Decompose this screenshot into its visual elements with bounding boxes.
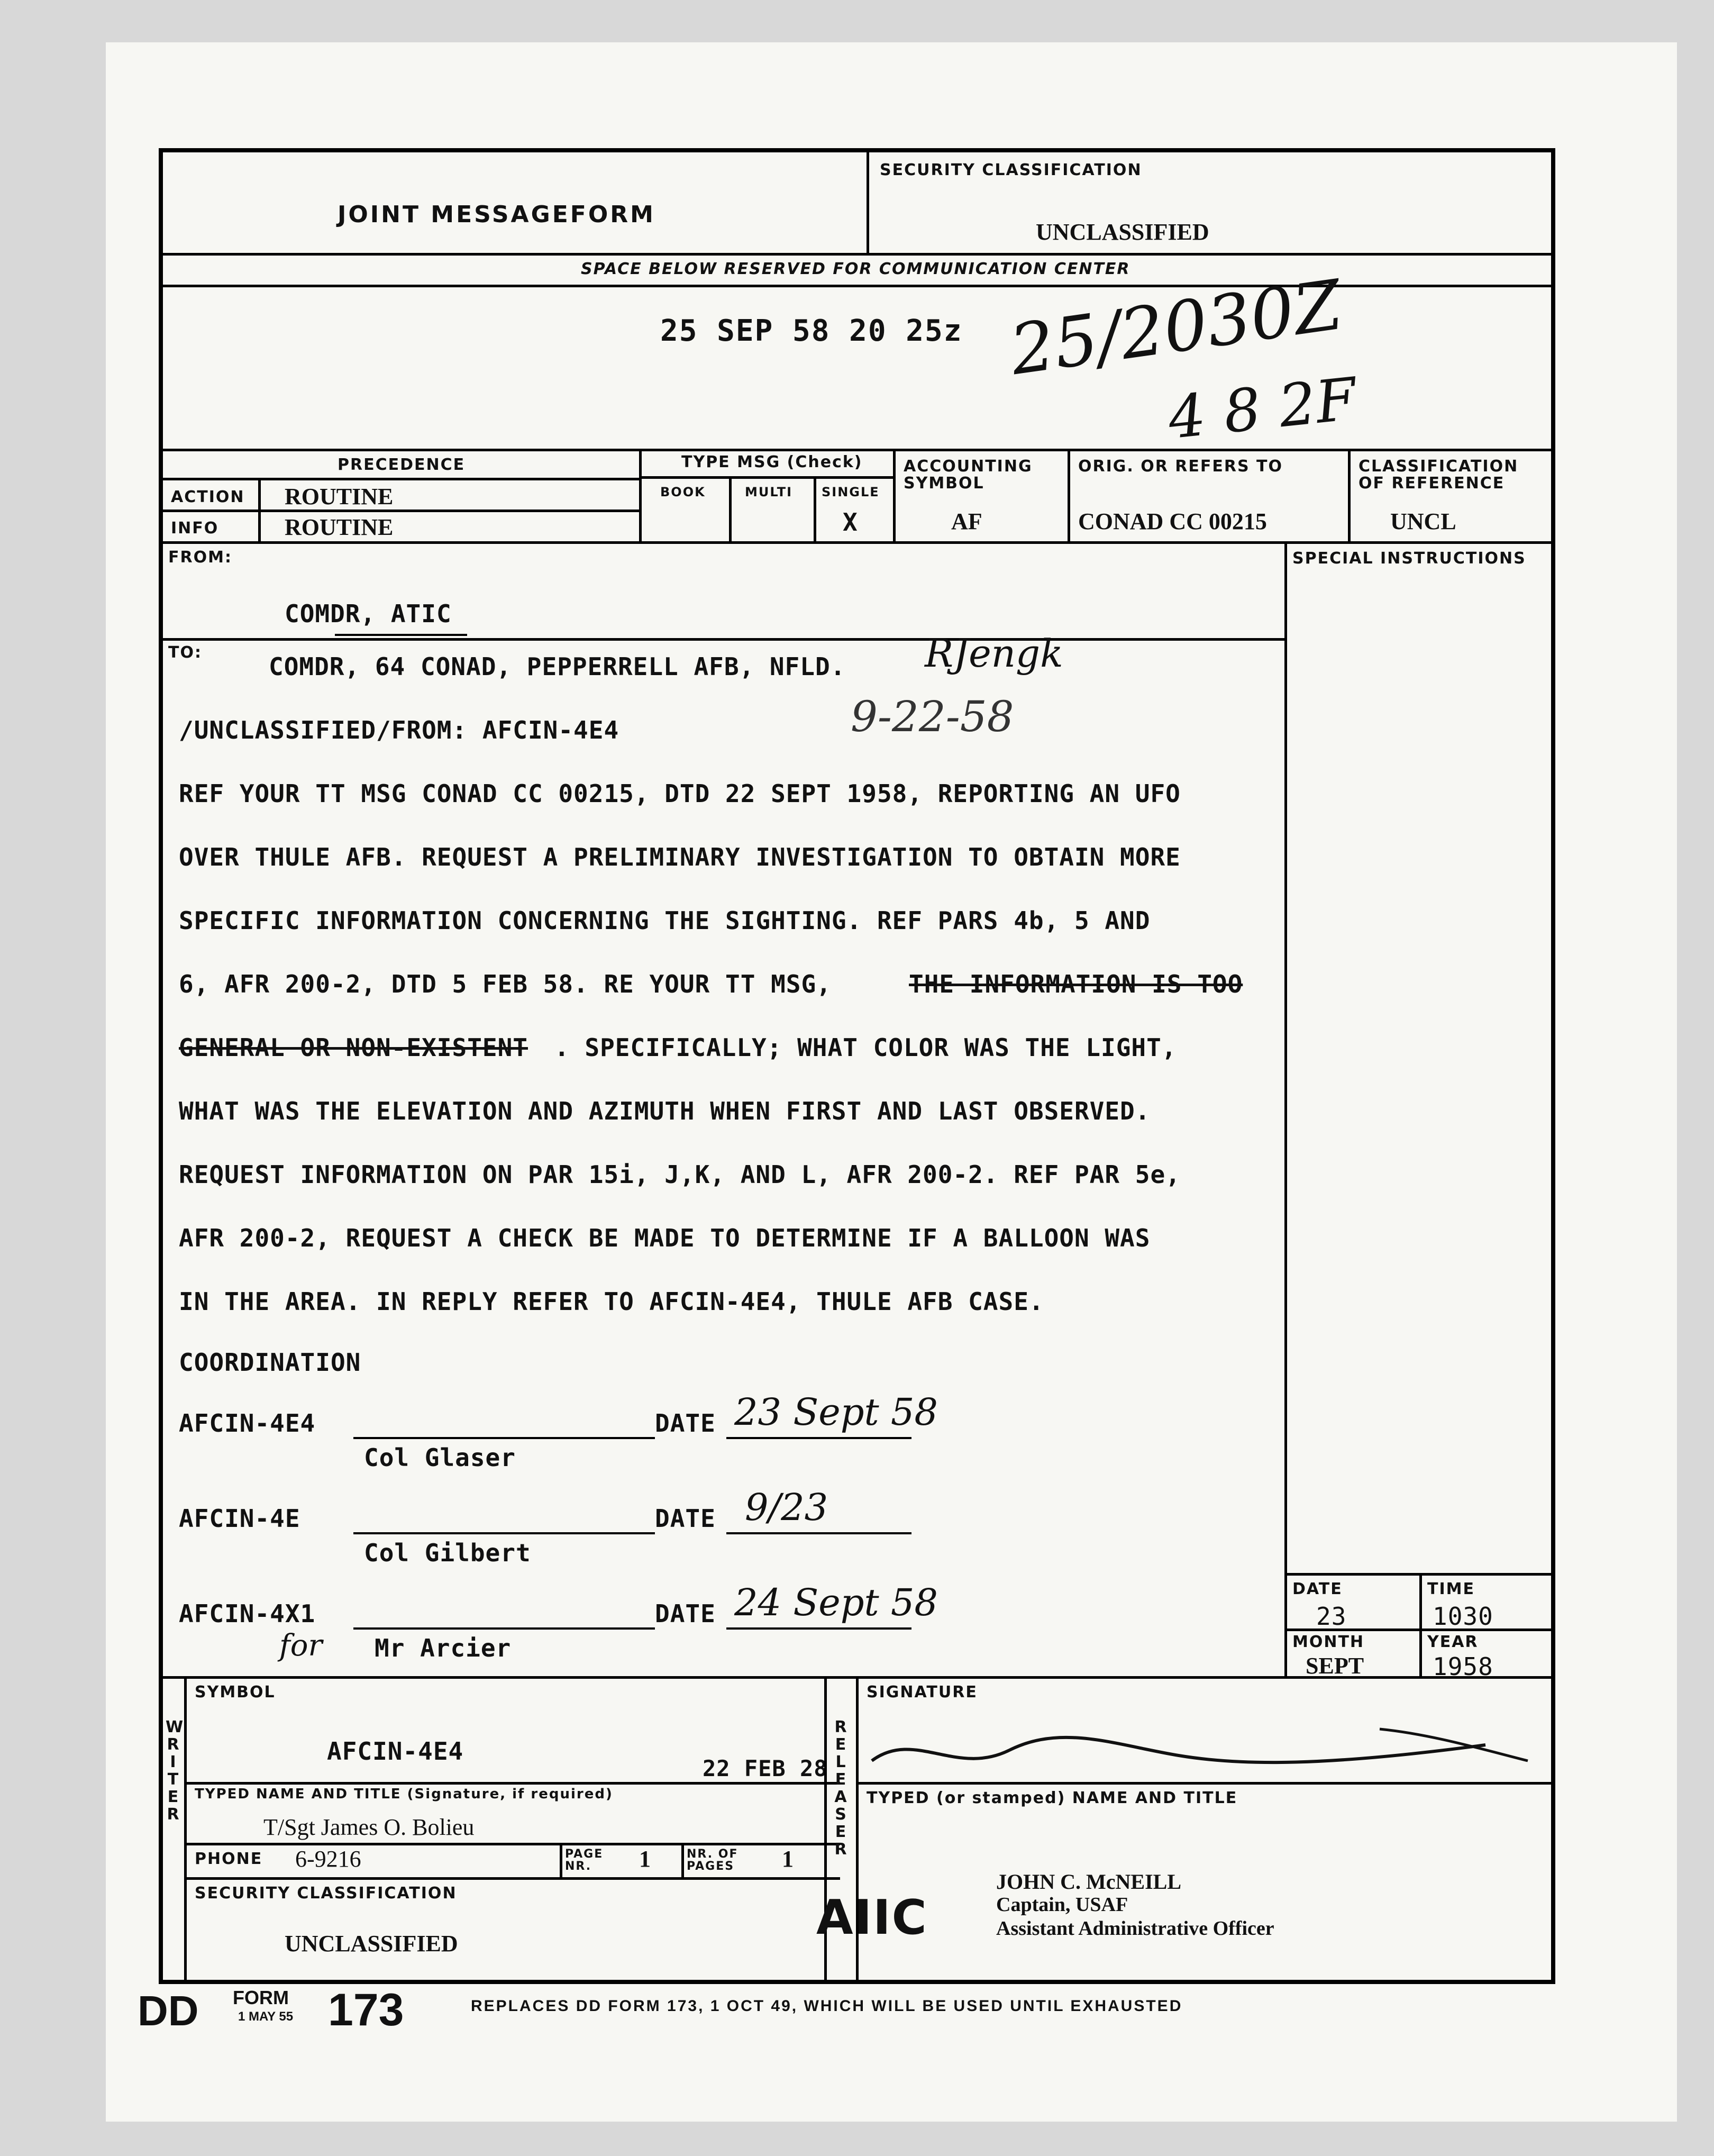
writer-symbol: AFCIN-4E4: [327, 1737, 464, 1766]
from-line: /UNCLASSIFIED/FROM: AFCIN-4E4: [179, 716, 619, 744]
accounting-value: AF: [951, 508, 982, 534]
special-instructions-label: SPECIAL INSTRUCTIONS: [1292, 549, 1526, 568]
footer-num: 173: [328, 1985, 404, 2035]
body-line-5: . SPECIFICALLY; WHAT COLOR WAS THE LIGHT,: [554, 1033, 1177, 1062]
strike-text-2: GENERAL OR NON-EXISTENT: [179, 1033, 528, 1062]
body-line-4: 6, AFR 200-2, DTD 5 FEB 58. RE YOUR TT MSG,: [179, 970, 832, 998]
body-line-8: AFR 200-2, REQUEST A CHECK BE MADE TO DETERMINE IF A BALLOON WAS: [179, 1224, 1151, 1252]
writer-symbol-label: SYMBOL: [195, 1683, 276, 1702]
comm-stamp: 25 SEP 58 20 25z: [660, 314, 963, 348]
strike-text-1: THE INFORMATION IS TOO: [909, 970, 1243, 998]
joint-messageform: [159, 148, 1555, 1984]
precedence-label: PRECEDENCE: [338, 456, 466, 474]
coord-office-2: AFCIN-4E: [179, 1504, 300, 1533]
special-time-label: TIME: [1427, 1580, 1475, 1598]
writer-sec-label: SECURITY CLASSIFICATION: [195, 1884, 457, 1903]
type-msg-label: TYPE MSG (Check): [681, 453, 863, 471]
to-value: COMDR, 64 CONAD, PEPPERRELL AFB, NFLD.: [269, 652, 846, 681]
releaser-side-label: RELEASER: [834, 1718, 848, 1859]
writer-pages-label: NR. OF PAGES: [687, 1848, 739, 1873]
body-line-9: IN THE AREA. IN REPLY REFER TO AFCIN-4E4, THULE AFB CASE.: [179, 1287, 1044, 1316]
releaser-rank: Captain, USAF: [996, 1894, 1128, 1916]
special-month-label: MONTH: [1292, 1633, 1365, 1651]
writer-typed: T/Sgt James O. Bolieu: [263, 1814, 475, 1840]
body-line-2: OVER THULE AFB. REQUEST A PRELIMINARY INVESTIGATION TO OBTAIN MORE: [179, 843, 1181, 871]
body-line-6: WHAT WAS THE ELEVATION AND AZIMUTH WHEN FIRST AND LAST OBSERVED.: [179, 1097, 1151, 1125]
special-date-label: DATE: [1292, 1580, 1343, 1598]
coordination-label: COORDINATION: [179, 1348, 361, 1377]
releaser-mark: AIIC: [816, 1890, 928, 1945]
releaser-sig-label: SIGNATURE: [867, 1683, 978, 1702]
comm-center-label: SPACE BELOW RESERVED FOR COMMUNICATION CENTER: [581, 260, 1130, 278]
special-month: SEPT: [1306, 1653, 1364, 1679]
security-label: SECURITY CLASSIFICATION: [880, 161, 1142, 179]
footer-dd: DD: [138, 1987, 199, 2034]
writer-phone-label: PHONE: [195, 1850, 263, 1868]
writer-stamp: 22 FEB 28: [703, 1755, 828, 1781]
info-label: INFO: [171, 519, 219, 538]
coord-prefix-3: for: [279, 1629, 323, 1663]
security-value: UNCLASSIFIED: [1036, 219, 1209, 245]
writer-pages: 1: [782, 1846, 794, 1872]
coord-date-1: 23 Sept 58: [734, 1390, 938, 1434]
info-value: ROUTINE: [285, 514, 394, 540]
releaser-title: Assistant Administrative Officer: [996, 1917, 1274, 1940]
body-line-3: SPECIFIC INFORMATION CONCERNING THE SIGHTING. REF PARS 4b, 5 AND: [179, 906, 1151, 935]
orig-value: CONAD CC 00215: [1078, 508, 1267, 534]
writer-sec-value: UNCLASSIFIED: [285, 1931, 458, 1957]
body-line-1: REF YOUR TT MSG CONAD CC 00215, DTD 22 SEPT 1958, REPORTING AN UFO: [179, 779, 1181, 808]
coord-name-2: Col Gilbert: [364, 1539, 531, 1567]
from-value: COMDR, ATIC: [285, 599, 452, 628]
class-ref-value: UNCL: [1390, 508, 1456, 534]
action-value: ROUTINE: [285, 484, 394, 510]
special-year: 1958: [1433, 1652, 1493, 1681]
special-date: 23: [1316, 1602, 1347, 1631]
footer-date: 1 MAY 55: [238, 2009, 294, 2024]
handwritten-ref: 25/2030Z: [1005, 264, 1347, 391]
coord-date-label-2: DATE: [655, 1504, 716, 1533]
multi-label: MULTI: [745, 485, 792, 499]
book-label: BOOK: [660, 485, 706, 499]
from-label: FROM:: [168, 548, 232, 567]
orig-label: ORIG. OR REFERS TO: [1078, 457, 1283, 476]
releaser-name: JOHN C. McNEILL: [996, 1870, 1181, 1894]
coord-date-2: 9/23: [745, 1486, 828, 1529]
action-label: ACTION: [171, 488, 245, 506]
writer-side-label: WRITER: [166, 1718, 185, 1824]
coord-date-label-1: DATE: [655, 1409, 716, 1438]
coord-name-3: Mr Arcier: [375, 1634, 512, 1662]
signature-scribble: [851, 1713, 1538, 1787]
coord-office-3: AFCIN-4X1: [179, 1599, 316, 1628]
releaser-typed-label: TYPED (or stamped) NAME AND TITLE: [867, 1789, 1238, 1807]
single-check: X: [843, 508, 858, 536]
writer-typed-label: TYPED NAME AND TITLE (Signature, if required): [195, 1786, 613, 1802]
writer-page-label: PAGE NR.: [565, 1848, 604, 1873]
body-line-7: REQUEST INFORMATION ON PAR 15i, J,K, AND L, AFR 200-2. REF PAR 5e,: [179, 1160, 1181, 1189]
coord-name-1: Col Glaser: [364, 1443, 516, 1472]
handwritten-to: RJengk: [925, 631, 1063, 676]
single-label: SINGLE: [822, 485, 880, 499]
footer-note: REPLACES DD FORM 173, 1 OCT 49, WHICH WILL BE USED UNTIL EXHAUSTED: [471, 1997, 1183, 2015]
handwritten-date: 9-22-58: [851, 692, 1014, 741]
form-title: JOINT MESSAGEFORM: [338, 201, 655, 228]
special-time: 1030: [1433, 1602, 1493, 1631]
writer-phone: 6-9216: [295, 1846, 361, 1872]
special-year-label: YEAR: [1427, 1633, 1479, 1651]
accounting-label: ACCOUNTING SYMBOL: [904, 457, 1033, 493]
writer-page: 1: [639, 1846, 651, 1872]
footer-form: FORM: [233, 1987, 289, 2008]
coord-office-1: AFCIN-4E4: [179, 1409, 316, 1438]
to-label: TO:: [168, 643, 202, 662]
class-ref-label: CLASSIFICATION OF REFERENCE: [1359, 457, 1519, 493]
coord-date-label-3: DATE: [655, 1599, 716, 1628]
handwritten-ref2: 4 8 2F: [1165, 365, 1360, 452]
coord-date-3: 24 Sept 58: [734, 1581, 938, 1624]
